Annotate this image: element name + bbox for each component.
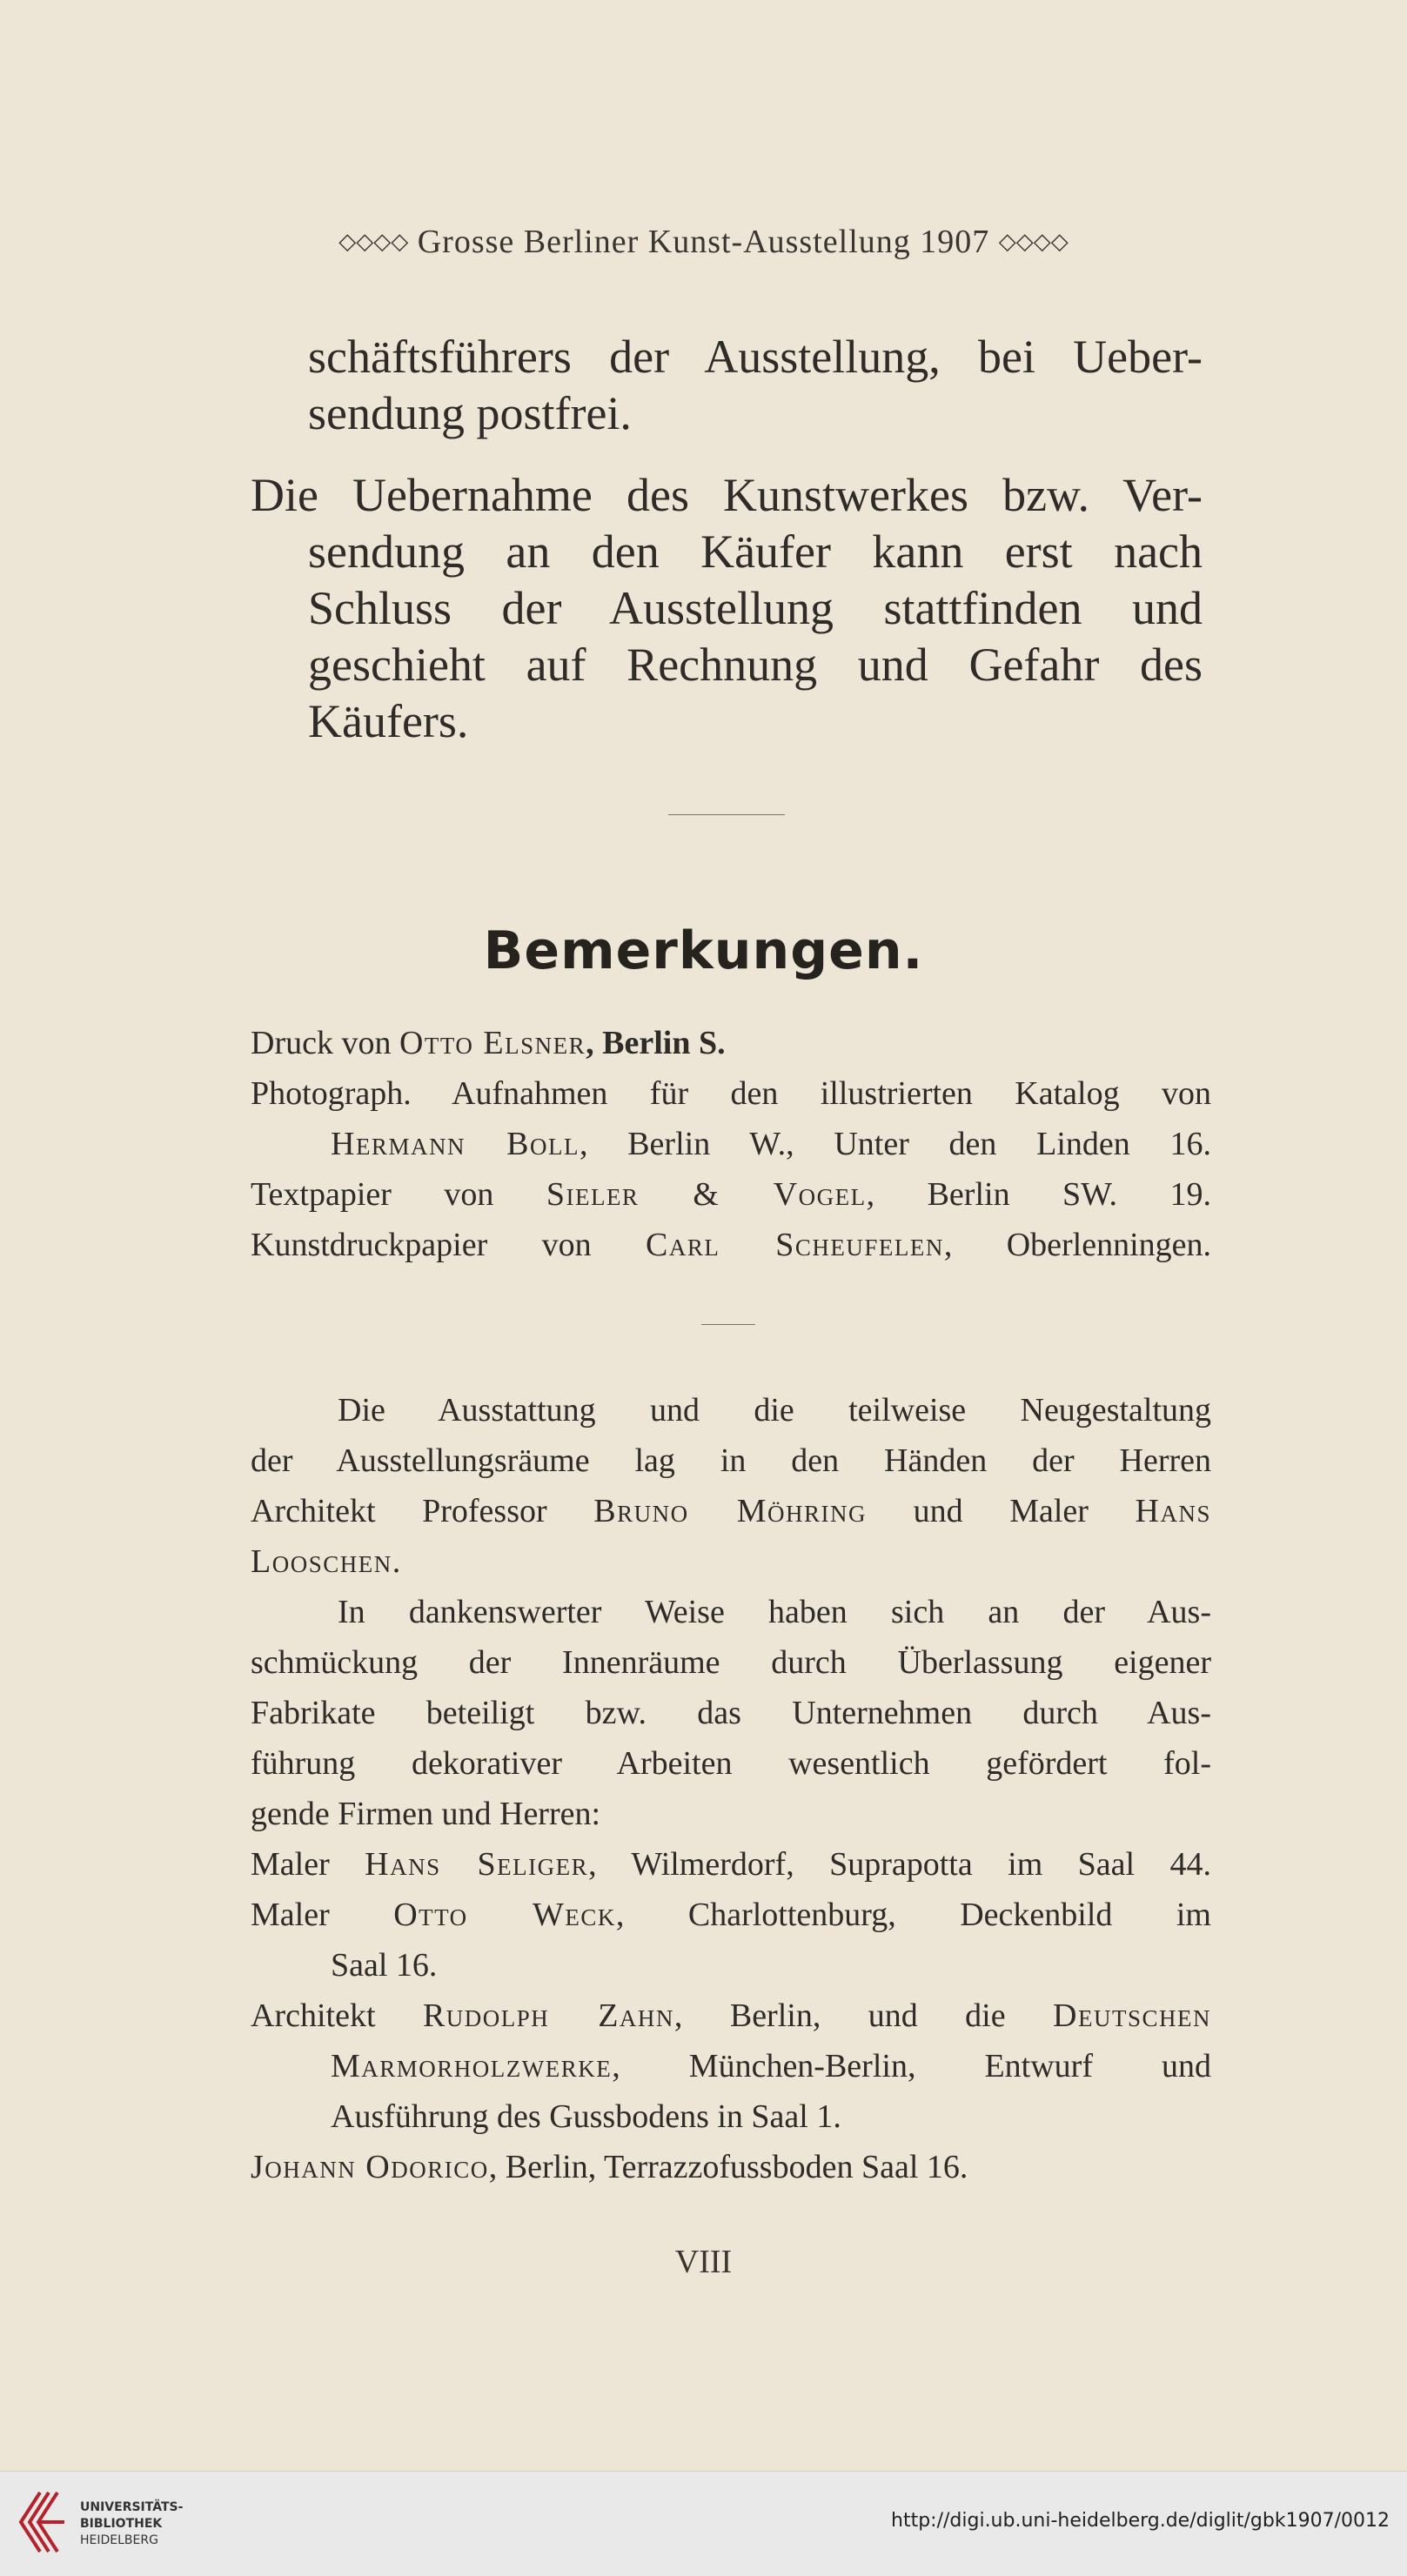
text-line: sendung postfrei. (308, 387, 632, 439)
text-line: Käufers. (308, 695, 469, 747)
body-text (251, 1385, 1211, 2192)
credit-line: Photograph. Aufnahmen für den illustrierten Katalog von (251, 1075, 1211, 1112)
company-name: Marmorholzwerke (331, 2048, 613, 2084)
list-item-continuation: Saal 16. (331, 1947, 438, 1984)
text-line: Schluss der Ausstellung stattfinden und (308, 582, 1203, 634)
person-name: Carl Scheufelen (645, 1227, 944, 1263)
separator-rule (701, 1324, 755, 1325)
text-line: Die Uebernahme des Kunstwerkes bzw. Ver- (251, 469, 1203, 521)
text-line: Fabrikate beteiligt bzw. das Unternehmen durch Aus- (251, 1695, 1211, 1731)
running-head-text: Grosse Berliner Kunst-Ausstellung 1907 (417, 224, 990, 260)
person-name: Bruno Möhring (593, 1493, 867, 1529)
person-name: Johann Odorico (251, 2149, 489, 2185)
text-line: gende Firmen und Herren: (251, 1796, 601, 1832)
company-name: Deutschen (1053, 1997, 1211, 2034)
list-item: Architekt Rudolph Zahn, Berlin, und die Deutschen (251, 1997, 1211, 2034)
text-line: In dankenswerter Weise haben sich an der Aus- (338, 1594, 1211, 1630)
person-name: Otto Weck (393, 1897, 616, 1933)
library-footer (0, 2471, 1407, 2576)
library-logo-icon (14, 2487, 70, 2560)
person-name: Hans Seliger (365, 1846, 589, 1883)
paragraph-2 (252, 467, 1203, 750)
list-item-continuation: Marmorholzwerke, München-Berlin, Entwurf und (331, 2048, 1211, 2084)
credit-line: Textpapier von Sieler & Vogel, Berlin SW. 19. (251, 1176, 1211, 1213)
list-item: Maler Otto Weck, Charlottenburg, Deckenbild im (251, 1897, 1211, 1933)
credits-list (251, 1018, 1211, 1270)
text-line: schäftsführers der Ausstellung, bei Ueber- (308, 331, 1203, 383)
separator-rule (668, 814, 785, 815)
list-item: Maler Hans Seliger, Wilmerdorf, Suprapotta im Saal 44. (251, 1846, 1211, 1883)
text-line: sendung an den Käufer kann erst nach (308, 525, 1203, 578)
running-head (0, 223, 1407, 261)
credit-line: Hermann Boll, Berlin W., Unter den Linden 16. (331, 1126, 1211, 1162)
text-line: schmückung der Innenräume durch Überlassung eigener (251, 1644, 1211, 1681)
list-item-continuation: Ausführung des Gussbodens in Saal 1. (331, 2098, 841, 2135)
person-name: Hermann Boll (331, 1126, 580, 1162)
text-line: führung dekorativer Arbeiten wesentlich gefördert fol- (251, 1745, 1211, 1782)
ornament-right-icon: ◇◇◇◇ (998, 229, 1069, 254)
ornament-left-icon: ◇◇◇◇ (338, 229, 409, 254)
text-line: geschieht auf Rechnung und Gefahr des (308, 639, 1203, 691)
person-name: Hans (1135, 1493, 1211, 1529)
text-line: Looschen. (251, 1543, 401, 1580)
text-line: Die Ausstattung und die teilweise Neugestaltung (338, 1392, 1211, 1429)
paragraph-1 (252, 329, 1203, 442)
page-number: VIII (674, 2244, 733, 2280)
list-item: Johann Odorico, Berlin, Terrazzofussboden Saal 16. (251, 2149, 968, 2185)
person-name: Sieler & Vogel (546, 1176, 867, 1213)
credit-line: Kunstdruckpapier von Carl Scheufelen, Oberlenningen. (251, 1227, 1211, 1263)
text-line: Architekt Professor Bruno Möhring und Maler Hans (251, 1493, 1211, 1529)
credit-line: Druck von Otto Elsner, Berlin S. (251, 1025, 726, 1061)
person-name: Otto Elsner (399, 1025, 586, 1061)
text-line: der Ausstellungsräume lag in den Händen der Herren (251, 1442, 1211, 1479)
section-heading: Bemerkungen. (483, 920, 924, 981)
library-name: UNIVERSITÄTS- BIBLIOTHEK HEIDELBERG (80, 2500, 184, 2547)
person-name: Rudolph Zahn (422, 1997, 674, 2034)
source-url-link[interactable]: http://digi.ub.uni-heidelberg.de/diglit/gbk1907/0012 (891, 2510, 1390, 2532)
person-name: Looschen (251, 1543, 392, 1580)
